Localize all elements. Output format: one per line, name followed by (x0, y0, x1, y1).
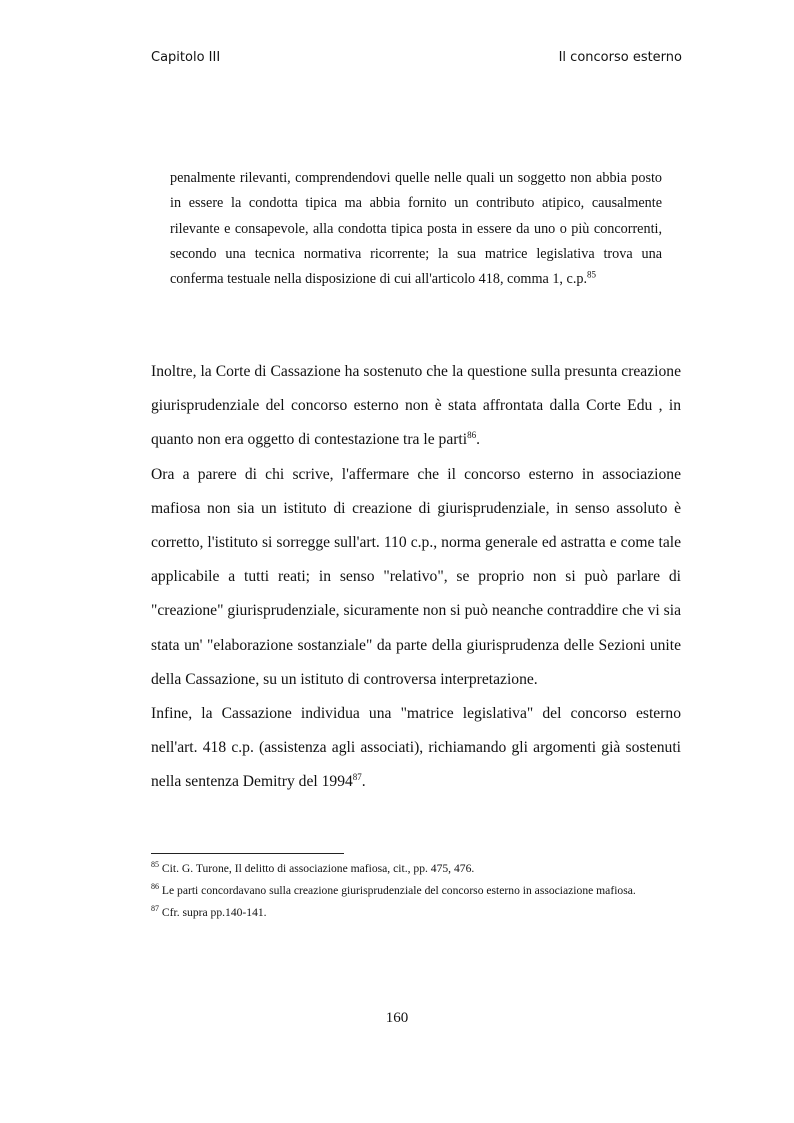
quote-text: penalmente rilevanti, comprendendovi quelle nelle quali un soggetto non abbia posto in essere la condotta tipica ma abbia fornito un contributo atipico, causalmente rilevante e consapevole, alla condotta tipica posta in essere da uno o più concorrenti, secondo una tecnica normativa ricorrente; la sua matrice legislativa trova una conferma testuale nella disposizione di cui all'articolo 418, comma 1, c.p. (170, 170, 662, 288)
main-text (151, 355, 681, 800)
footnotes (151, 858, 681, 924)
footnote-separator (151, 853, 344, 854)
paragraph-3-end: . (361, 773, 366, 791)
running-header (151, 50, 682, 70)
footnote-number: 86 (151, 882, 159, 892)
footnote-85 (151, 858, 681, 880)
chapter-label: Capitolo III (151, 50, 221, 65)
footnote-text: Cit. G. Turone, Il delitto di associazione mafiosa, cit., pp. 475, 476. (161, 862, 475, 875)
footnote-number: 87 (151, 904, 159, 914)
quote-paragraph (170, 166, 662, 292)
block-quote (170, 166, 662, 292)
paragraph-3 (151, 697, 681, 800)
paragraph-2: Ora a parere di chi scrive, l'affermare che il concorso esterno in associazione mafiosa non sia un istituto di creazione di giurisprudenziale, in senso assoluto è corretto, l'istituto si sorregge sull'art. 110 c.p., norma generale ed astratta e come tale applicabile a tutti reati; in senso "relativo", se proprio non si può parlare di "creazione" giurisprudenziale, sicuramente non si può neanche contraddire che vi sia stata un' "elaborazione sostanziale" da parte della giurisprudenza delle Sezioni unite della Cassazione, su un istituto di controversa interpretazione. (151, 465, 681, 688)
paragraph-3-text: Infine, la Cassazione individua una "matrice legislativa" del concorso esterno nell'art. 418 c.p. (assistenza agli associati), richiamando gli argomenti già sostenuti nella sentenza Demitry del 1994 (151, 705, 681, 791)
footnote-text: Le parti concordavano sulla creazione giurisprudenziale del concorso esterno in associazione mafiosa. (161, 884, 636, 897)
paragraph-1-text: Inoltre, la Corte di Cassazione ha sostenuto che la questione sulla presunta creazione giurisprudenziale del concorso esterno non è stata affrontata dalla Corte Edu , in quanto non era oggetto di contestazione tra le parti (151, 363, 681, 449)
footnote-text: Cfr. supra pp.140-141. (161, 906, 267, 919)
section-title: Il concorso esterno (558, 50, 682, 65)
footnote-number: 85 (151, 860, 159, 870)
footnote-87 (151, 902, 681, 924)
footnote-ref-85[interactable]: 85 (587, 269, 597, 280)
footnote-ref-87[interactable]: 87 (352, 772, 362, 783)
footnote-86 (151, 880, 681, 902)
paragraph-1 (151, 355, 681, 458)
paragraph-1-end: . (476, 431, 480, 449)
page-number: 160 (385, 1010, 409, 1026)
footnote-ref-86[interactable]: 86 (467, 430, 477, 441)
